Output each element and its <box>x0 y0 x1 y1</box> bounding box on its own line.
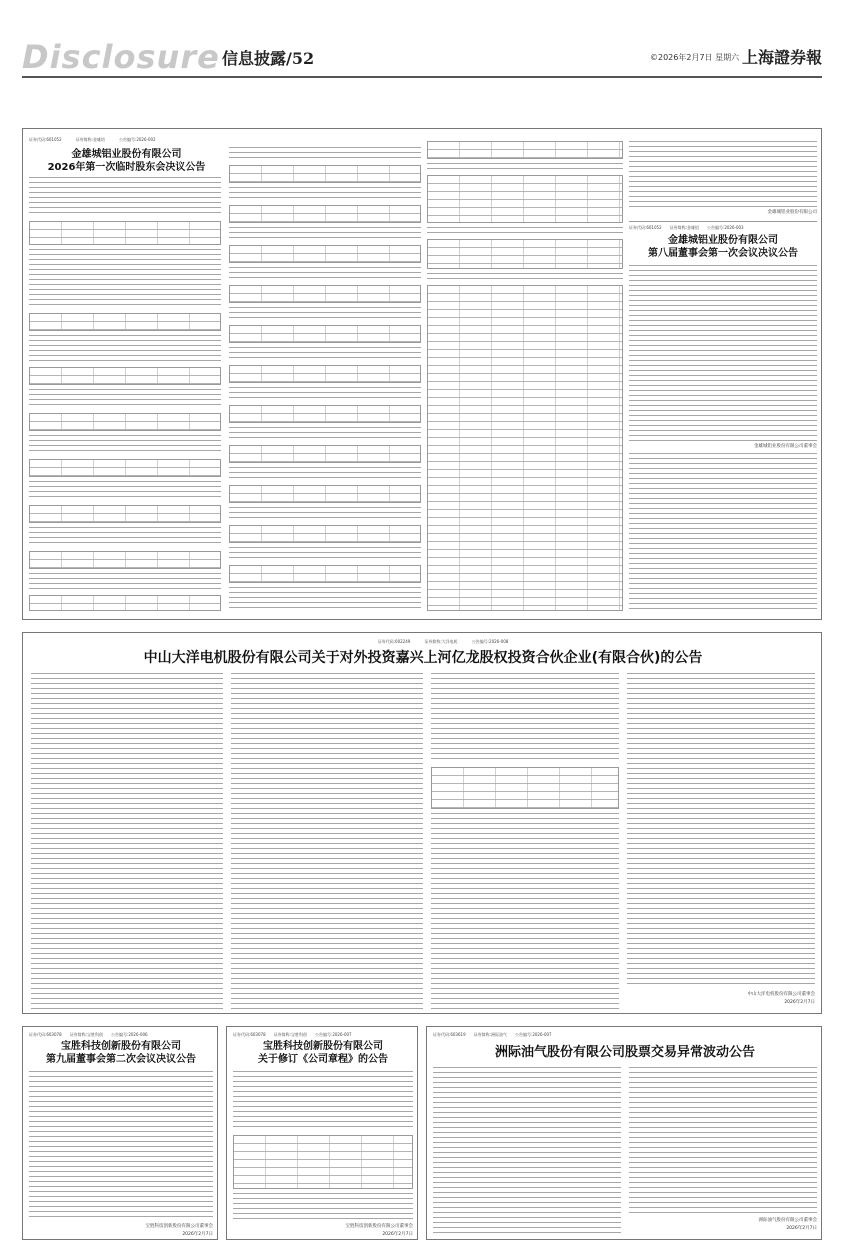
body-text <box>29 249 221 309</box>
body-text <box>229 147 421 161</box>
body-text <box>427 273 623 281</box>
body-text <box>229 187 421 201</box>
notice-title: 关于修订《公司章程》的公告 <box>258 1053 388 1065</box>
body-text <box>629 265 817 441</box>
articles-comparison-table <box>233 1135 413 1189</box>
body-text <box>427 227 623 235</box>
notice-number: 公告编号:2026-007 <box>514 1032 552 1037</box>
board-signature: 宝胜科技创新股份有限公司董事会 <box>345 1224 413 1229</box>
body-text <box>29 573 221 593</box>
notice-title: 第八届董事会第一次会议决议公告 <box>648 247 798 259</box>
notice-number: 公告编号:2026-007 <box>314 1032 352 1037</box>
stock-name: 证券简称:金雄铝 <box>669 225 699 230</box>
baosheng-board-notice-frame <box>22 1026 218 1240</box>
notice-number: 公告编号:2026-008 <box>471 639 509 644</box>
stock-name: 证券简称:宝胜科创 <box>69 1032 103 1037</box>
notice-shareholder-meeting-continued <box>427 137 623 613</box>
body-text <box>629 1067 817 1213</box>
body-text <box>229 507 421 521</box>
notice-header <box>629 225 817 231</box>
vote-table <box>229 405 421 423</box>
stock-code: 证券代码:002249 <box>377 639 411 644</box>
notice-title: 第九届董事会第二次会议决议公告 <box>46 1053 196 1065</box>
company-name: 宝胜科技创新股份有限公司 <box>263 1041 383 1052</box>
body-text <box>629 453 817 613</box>
body-text <box>229 587 421 611</box>
stock-name: 证券简称:大洋电机 <box>424 639 458 644</box>
board-signature: 金雄城铝业股份有限公司 <box>767 210 817 215</box>
newspaper-name: 上海證券報 <box>742 48 823 67</box>
company-name: 金雄城铝业股份有限公司 <box>71 149 182 160</box>
attendance-table <box>29 221 221 245</box>
body-text <box>229 427 421 441</box>
body-text <box>629 141 817 207</box>
stock-name: 证券简称:金雄铝 <box>75 137 105 142</box>
body-text <box>229 547 421 561</box>
body-text <box>29 481 221 501</box>
notice-title: 洲际油气股份有限公司股票交易异常波动公告 <box>494 1045 755 1060</box>
partner-contribution-table <box>431 767 619 809</box>
notice-shareholder-meeting <box>29 137 421 613</box>
notice-title: 中山大洋电机股份有限公司关于对外投资嘉兴上河亿龙股权投资合伙企业(有限合伙)的公告 <box>143 650 703 666</box>
body-text <box>29 335 221 363</box>
vote-table <box>229 485 421 503</box>
notice-number: 公告编号:2026-002 <box>118 137 156 142</box>
body-text <box>229 267 421 281</box>
body-text <box>231 673 423 1009</box>
vote-table <box>229 325 421 343</box>
body-text <box>229 227 421 241</box>
vote-table <box>29 313 221 331</box>
vote-table <box>229 365 421 383</box>
vote-table <box>229 165 421 183</box>
body-text <box>427 163 623 171</box>
company-name: 金雄城铝业股份有限公司 <box>668 235 778 246</box>
notice-date: 2026年2月7日 <box>182 1232 213 1237</box>
body-text <box>29 527 221 547</box>
vote-table <box>229 285 421 303</box>
vote-table <box>229 525 421 543</box>
issue-date: ©2026年2月7日 星期六 <box>650 53 740 62</box>
vote-table <box>29 505 221 523</box>
notice-header <box>233 1032 352 1038</box>
notice-board-resolution <box>629 137 817 613</box>
vote-table <box>29 595 221 611</box>
investment-notice-frame <box>22 632 822 1014</box>
stock-code: 证券代码:601052 <box>629 225 662 230</box>
masthead-rule <box>22 76 822 78</box>
top-notice-frame <box>22 128 822 620</box>
notice-header <box>29 1032 148 1038</box>
stock-name: 证券简称:宝胜科创 <box>273 1032 307 1037</box>
company-name: 宝胜科技创新股份有限公司 <box>61 1041 181 1052</box>
body-text <box>229 347 421 361</box>
notice-title: 2026年第一次临时股东会决议公告 <box>47 161 206 173</box>
notice-header <box>29 137 421 143</box>
body-text <box>29 1071 213 1221</box>
zhouji-oil-notice-frame <box>426 1026 822 1240</box>
notice-number: 公告编号:2026-006 <box>110 1032 148 1037</box>
vote-table <box>229 245 421 263</box>
board-signature: 中山大洋电机股份有限公司董事会 <box>747 992 815 997</box>
notice-number: 公告编号:2026-003 <box>706 225 744 230</box>
vote-table <box>29 459 221 477</box>
section-label: 信息披露/52 <box>222 49 315 68</box>
minority-vote-table <box>427 285 623 611</box>
board-signature: 宝胜科技创新股份有限公司董事会 <box>145 1224 213 1229</box>
vote-table <box>427 141 623 159</box>
body-text <box>229 387 421 401</box>
notice-date: 2026年2月7日 <box>784 1000 815 1005</box>
body-text <box>233 1071 413 1131</box>
body-text <box>29 389 221 409</box>
vote-table <box>29 367 221 385</box>
stock-code: 证券代码:603078 <box>29 1032 62 1037</box>
body-text <box>29 435 221 455</box>
vote-table <box>229 565 421 583</box>
vote-table <box>29 551 221 569</box>
body-text <box>229 307 421 321</box>
vote-table <box>229 205 421 223</box>
body-text <box>233 1193 413 1221</box>
director-election-table <box>427 239 623 269</box>
masthead <box>0 0 843 96</box>
director-election-table <box>427 175 623 223</box>
notice-date: 2026年2月7日 <box>786 1226 817 1231</box>
body-text <box>31 673 223 1009</box>
divider <box>629 221 817 222</box>
stock-name: 证券简称:洲际油气 <box>473 1032 507 1037</box>
notice-header <box>243 639 643 645</box>
vote-table <box>229 445 421 463</box>
body-text <box>431 673 619 763</box>
body-text <box>29 177 221 217</box>
notice-date: 2026年2月7日 <box>382 1232 413 1237</box>
board-signature: 洲际油气股份有限公司董事会 <box>758 1218 817 1223</box>
stock-code: 证券代码:601052 <box>29 137 62 142</box>
body-text <box>431 813 619 1009</box>
stock-code: 证券代码:603078 <box>233 1032 266 1037</box>
vote-table <box>29 413 221 431</box>
body-text <box>627 673 815 985</box>
body-text <box>229 467 421 481</box>
baosheng-articles-notice-frame <box>226 1026 418 1240</box>
masthead-wordmark: Disclosure <box>22 38 220 76</box>
body-text <box>433 1067 621 1233</box>
stock-code: 证券代码:603619 <box>433 1032 466 1037</box>
board-signature: 金雄城铝业股份有限公司董事会 <box>754 444 817 449</box>
notice-header <box>433 1032 552 1038</box>
